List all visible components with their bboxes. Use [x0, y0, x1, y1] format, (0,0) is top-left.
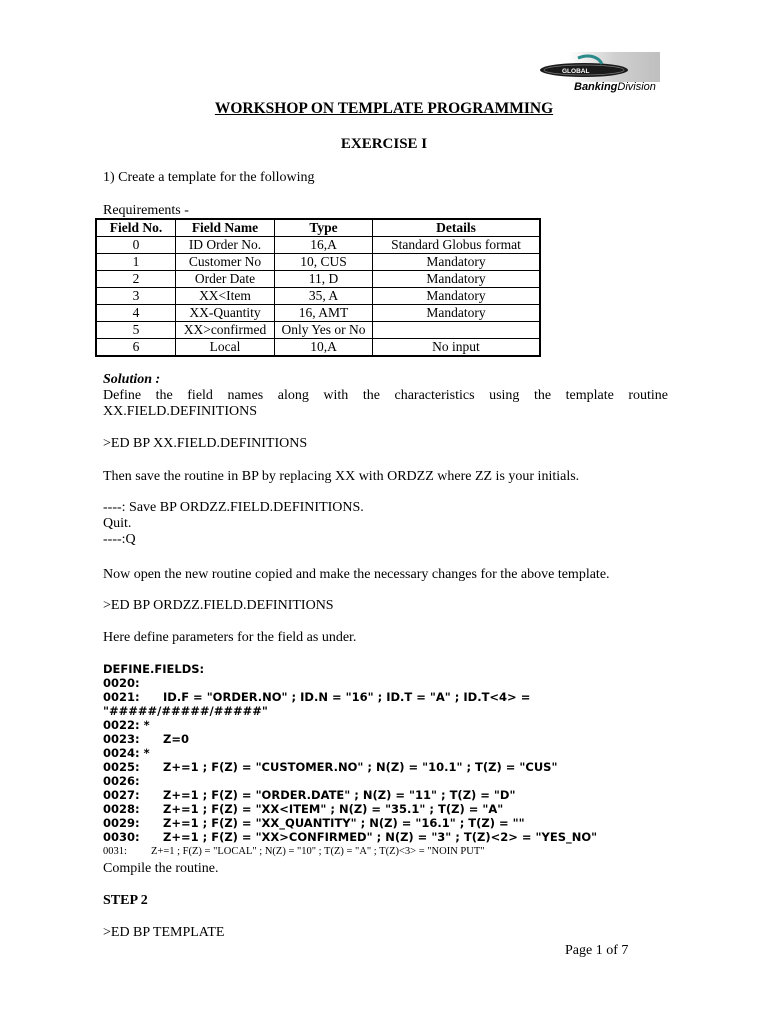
line-number: 0021: — [103, 690, 140, 704]
line-number: 0029: — [103, 816, 140, 830]
table-row — [96, 271, 540, 288]
open-instruction: Now open the new routine copied and make the necessary changes for the above template. — [103, 567, 610, 582]
line-code: Z+=1 ; F(Z) = "ORDER.DATE" ; N(Z) = "11" ; T(Z) = "D" — [163, 788, 516, 802]
table-row — [96, 254, 540, 271]
cell: Mandatory — [373, 288, 541, 305]
cell: 35, A — [275, 288, 373, 305]
code-line-0020: 0020: — [103, 676, 140, 690]
cell: 3 — [96, 288, 176, 305]
table-row — [96, 237, 540, 254]
logo-division-text: BankingDivision — [574, 81, 656, 93]
header-details: Details — [373, 219, 541, 237]
table-header-row — [96, 219, 540, 237]
header-type: Type — [275, 219, 373, 237]
line-number: 0028: — [103, 802, 140, 816]
table-row — [96, 339, 540, 357]
logo-brand-text: GLOBAL — [562, 68, 590, 75]
solution-text-line-1: Define the field names along with the characteristics using the template routine — [103, 388, 668, 403]
cell: XX-Quantity — [176, 305, 275, 322]
cell: Standard Globus format — [373, 237, 541, 254]
cell: XX<Item — [176, 288, 275, 305]
line-number: 0030: — [103, 830, 140, 844]
requirements-table — [95, 218, 541, 357]
compile-instruction: Compile the routine. — [103, 861, 219, 876]
page-number: Page 1 of 7 — [565, 943, 629, 958]
cell: 10,A — [275, 339, 373, 357]
code-line-0026: 0026: — [103, 774, 140, 788]
cell: Mandatory — [373, 305, 541, 322]
line-code: Z+=1 ; F(Z) = "XX_QUANTITY" ; N(Z) = "16.1" ; T(Z) = "" — [163, 816, 525, 830]
cell: 11, D — [275, 271, 373, 288]
cell — [373, 322, 541, 339]
cell: 16, AMT — [275, 305, 373, 322]
header-field-no: Field No. — [96, 219, 176, 237]
cell: 0 — [96, 237, 176, 254]
cell: XX>confirmed — [176, 322, 275, 339]
command-ed-ordzz: >ED BP ORDZZ.FIELD.DEFINITIONS — [103, 598, 334, 613]
code-line-0022: 0022: * — [103, 718, 150, 732]
line-code: Z+=1 ; F(Z) = "XX>CONFIRMED" ; N(Z) = "3" ; T(Z)<2> = "YES_NO" — [163, 830, 598, 844]
params-instruction: Here define parameters for the field as under. — [103, 630, 357, 645]
line-code: Z+=1 ; F(Z) = "LOCAL" ; N(Z) = "10" ; T(Z) = "A" ; T(Z)<3> = "NOIN PUT" — [151, 846, 485, 857]
command-ed-template: >ED BP TEMPLATE — [103, 925, 225, 940]
cell: Mandatory — [373, 254, 541, 271]
save-instruction: Then save the routine in BP by replacing XX with ORDZZ where ZZ is your initials. — [103, 469, 580, 484]
cell: 16,A — [275, 237, 373, 254]
line-number: 0025: — [103, 760, 140, 774]
item-1: 1) Create a template for the following — [103, 170, 315, 185]
cell: 10, CUS — [275, 254, 373, 271]
line-number: 0031: — [103, 846, 127, 857]
cell: 5 — [96, 322, 176, 339]
line-code: Z+=1 ; F(Z) = "CUSTOMER.NO" ; N(Z) = "10.1" ; T(Z) = "CUS" — [163, 760, 558, 774]
document-title: WORKSHOP ON TEMPLATE PROGRAMMING — [214, 100, 554, 117]
cell: 6 — [96, 339, 176, 357]
cell: Local — [176, 339, 275, 357]
code-header: DEFINE.FIELDS: — [103, 662, 205, 676]
code-line-0021-cont: "#####/#####/#####" — [103, 704, 268, 718]
code-line-0024: 0024: * — [103, 746, 150, 760]
cell: Mandatory — [373, 271, 541, 288]
line-code: Z=0 — [163, 732, 189, 746]
table-row — [96, 322, 540, 339]
cell: 1 — [96, 254, 176, 271]
line-number: 0023: — [103, 732, 140, 746]
step-2-heading: STEP 2 — [103, 893, 148, 908]
cell: 4 — [96, 305, 176, 322]
header-field-name: Field Name — [176, 219, 275, 237]
command-ed-field-definitions: >ED BP XX.FIELD.DEFINITIONS — [103, 436, 308, 451]
cell: No input — [373, 339, 541, 357]
solution-text-line-2: XX.FIELD.DEFINITIONS — [103, 404, 257, 419]
line-number: 0027: — [103, 788, 140, 802]
save-command: ----: Save BP ORDZZ.FIELD.DEFINITIONS. — [103, 500, 364, 515]
table-row — [96, 288, 540, 305]
line-code: Z+=1 ; F(Z) = "XX<ITEM" ; N(Z) = "35.1" ; T(Z) = "A" — [163, 802, 504, 816]
exercise-heading: EXERCISE I — [340, 136, 428, 152]
cell: Customer No — [176, 254, 275, 271]
quit-command: ----:Q — [103, 532, 136, 547]
cell: Only Yes or No — [275, 322, 373, 339]
cell: ID Order No. — [176, 237, 275, 254]
cell: Order Date — [176, 271, 275, 288]
cell: 2 — [96, 271, 176, 288]
quit-text: Quit. — [103, 516, 132, 531]
requirements-label: Requirements - — [103, 203, 189, 218]
table-row — [96, 305, 540, 322]
line-code: ID.F = "ORDER.NO" ; ID.N = "16" ; ID.T = "A" ; ID.T<4> = — [163, 690, 531, 704]
solution-label: Solution : — [103, 372, 161, 387]
